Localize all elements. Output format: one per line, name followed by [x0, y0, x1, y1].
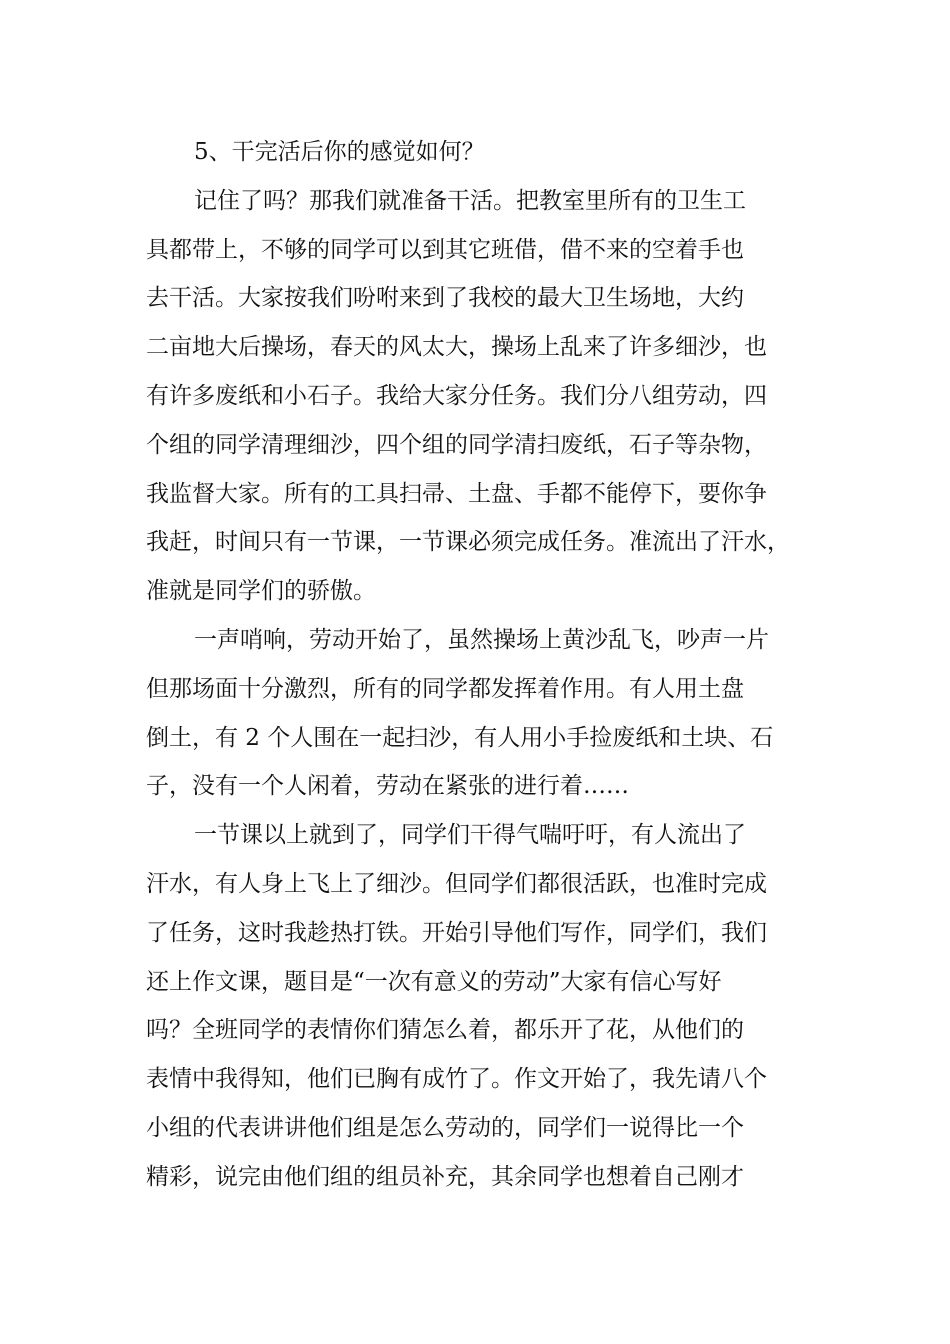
- paragraph-line: 倒土，有 2 个人围在一起扫沙，有人用小手捡废纸和土块、石: [146, 724, 774, 751]
- paragraph-line: 去干活。大家按我们吩咐来到了我校的最大卫生场地，大约: [146, 285, 744, 312]
- paragraph-line: 汗水，有人身上飞上了细沙。但同学们都很活跃，也准时完成: [146, 870, 767, 897]
- paragraph-line: 还上作文课，题目是“一次有意义的劳动”大家有信心写好: [146, 968, 722, 995]
- paragraph-line: 子，没有一个人闲着，劳动在紧张的进行着……: [146, 773, 629, 800]
- paragraph-line: 我赶，时间只有一节课，一节课必须完成任务。准流出了汗水，: [146, 529, 790, 556]
- paragraph-line: 一节课以上就到了，同学们干得气喘吁吁，有人流出了: [194, 822, 746, 849]
- paragraph-line: 5、干完活后你的感觉如何？: [194, 139, 485, 165]
- paragraph-line: 准就是同学们的骄傲。: [146, 578, 376, 605]
- paragraph-line: 吗？全班同学的表情你们猜怎么着，都乐开了花，从他们的: [146, 1017, 744, 1044]
- document-body: [146, 128, 810, 1202]
- paragraph-line: 精彩，说完由他们组的组员补充，其余同学也想着自己刚才: [146, 1163, 744, 1190]
- paragraph-line: 一声哨响，劳动开始了，虽然操场上黄沙乱飞，吵声一片: [194, 626, 769, 653]
- paragraph-line: 但那场面十分激烈，所有的同学都发挥着作用。有人用土盘: [146, 675, 744, 702]
- paragraph-line: 记住了吗？那我们就准备干活。把教室里所有的卫生工: [194, 187, 746, 214]
- paragraph-line: 我监督大家。所有的工具扫帚、土盘、手都不能停下，要你争: [146, 480, 767, 507]
- paragraph-line: 表情中我得知，他们已胸有成竹了。作文开始了，我先请八个: [146, 1066, 767, 1093]
- paragraph-line: 个组的同学清理细沙，四个组的同学清扫废纸，石子等杂物，: [146, 431, 767, 458]
- paragraph-line: 小组的代表讲讲他们组是怎么劳动的，同学们一说得比一个: [146, 1114, 744, 1141]
- paragraph-line: 具都带上，不够的同学可以到其它班借，借不来的空着手也: [146, 236, 744, 263]
- paragraph-line: 二亩地大后操场，春天的风太大，操场上乱来了许多细沙，也: [146, 334, 767, 361]
- paragraph-line: 了任务，这时我趁热打铁。开始引导他们写作，同学们，我们: [146, 919, 767, 946]
- paragraph-line: 有许多废纸和小石子。我给大家分任务。我们分八组劳动，四: [146, 382, 767, 409]
